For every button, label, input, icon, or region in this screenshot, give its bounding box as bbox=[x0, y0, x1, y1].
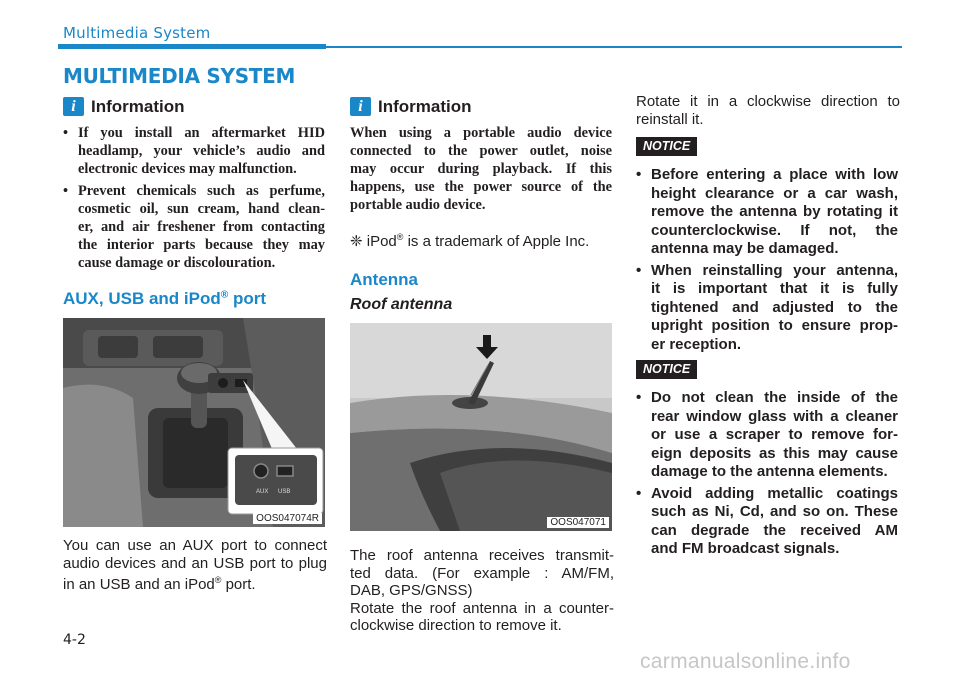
bullet-line: damage to the antenna elements. bbox=[651, 463, 888, 480]
bullet-line: Prevent chemicals such as perfume, bbox=[78, 183, 325, 199]
info-heading: Information bbox=[378, 97, 472, 116]
info-bullet bbox=[63, 124, 325, 178]
trademark-symbol: ❈ bbox=[350, 233, 363, 250]
registered-mark: ® bbox=[220, 289, 229, 301]
roof-antenna-illustration bbox=[350, 323, 612, 531]
info-line: portable audio device. bbox=[350, 197, 486, 213]
body-line: clockwise direction to remove it. bbox=[350, 617, 562, 634]
body-text: port. bbox=[221, 576, 256, 593]
info-paragraph bbox=[350, 124, 612, 214]
body-line: ted data. (For example : AM/FM, bbox=[350, 564, 614, 582]
trademark-text: iPod bbox=[362, 233, 397, 250]
bullet-line: eign deposits as this may cause bbox=[651, 444, 898, 462]
info-line: happens, use the power source of the bbox=[350, 179, 612, 195]
info-line: When using a portable audio device bbox=[350, 125, 612, 141]
body-line: audio devices and an USB port to plug bbox=[63, 554, 327, 572]
info-icon: i bbox=[63, 97, 84, 116]
bullet-line: antenna may be damaged. bbox=[651, 240, 839, 257]
notice-bullet-list bbox=[636, 166, 898, 354]
page-number: 4-2 bbox=[63, 632, 86, 648]
header-rule-thick bbox=[58, 44, 326, 49]
bullet-line: er reception. bbox=[651, 335, 742, 353]
bullet-line: Do not clean the inside of the bbox=[651, 389, 898, 406]
header-rule-thin bbox=[326, 46, 902, 48]
trademark-text: is a trademark of Apple Inc. bbox=[403, 233, 590, 250]
aux-usb-ipod-heading bbox=[63, 289, 266, 309]
info-line: connected to the power outlet, noise bbox=[350, 143, 612, 159]
bullet-line: Avoid adding metallic coatings bbox=[651, 484, 898, 502]
roof-antenna-heading: Roof antenna bbox=[350, 296, 453, 313]
console-illustration bbox=[63, 318, 325, 527]
info-icon: i bbox=[350, 97, 371, 116]
bullet-line: er, and air freshener from contacting bbox=[78, 219, 325, 235]
bullet-line: rear window glass with a cleaner bbox=[651, 407, 898, 425]
bullet-line: and FM broadcast signals. bbox=[651, 540, 840, 557]
image-caption: OOS047071 bbox=[547, 517, 609, 528]
heading-text: AUX, USB and iPod bbox=[63, 289, 221, 308]
notice-bullet-list bbox=[636, 389, 898, 559]
bullet-line: the interior parts because they may bbox=[78, 237, 325, 253]
bullet-line: upright position to ensure prop- bbox=[651, 317, 898, 334]
bullet-line: remove the antenna by rotating it bbox=[651, 203, 898, 220]
bullet-line: tightened and adjusted to the bbox=[651, 298, 898, 316]
notice-badge: NOTICE bbox=[636, 360, 697, 379]
body-line bbox=[63, 572, 327, 594]
reinstall-text bbox=[636, 93, 900, 128]
body-line: You can use an AUX port to connect bbox=[63, 537, 327, 554]
antenna-heading: Antenna bbox=[350, 270, 418, 289]
bullet-line: height clearance or a car wash, bbox=[651, 184, 898, 202]
notice-bullet bbox=[636, 166, 898, 259]
notice-bullet bbox=[636, 262, 898, 355]
bullet-line: Before entering a place with low bbox=[651, 166, 898, 183]
bullet-dot: • bbox=[636, 484, 642, 502]
image-caption: OOS047074R bbox=[253, 513, 322, 524]
info-bullet bbox=[63, 182, 325, 272]
inset-aux-label: AUX bbox=[256, 489, 269, 495]
bullet-line: cosmetic oil, sun cream, hand clean- bbox=[78, 201, 325, 217]
body-line: reinstall it. bbox=[636, 110, 704, 128]
header-section-label: Multimedia System bbox=[63, 24, 211, 42]
bullet-dot: • bbox=[63, 183, 69, 199]
page-title: MULTIMEDIA SYSTEM bbox=[63, 64, 296, 88]
trademark-note bbox=[350, 229, 589, 251]
info-heading: Information bbox=[91, 97, 185, 116]
registered-mark: ® bbox=[396, 232, 404, 242]
body-line: Rotate the roof antenna in a counter- bbox=[350, 599, 614, 617]
aux-body-text bbox=[63, 537, 327, 594]
bullet-line: When reinstalling your antenna, bbox=[651, 261, 898, 279]
bullet-line: can degrade the received AM bbox=[651, 521, 898, 539]
antenna-body-text bbox=[350, 547, 614, 635]
inset-usb-label: USB bbox=[278, 489, 291, 495]
body-line: DAB, GPS/GNSS) bbox=[350, 582, 473, 599]
notice-bullet bbox=[636, 389, 898, 482]
body-text: in an USB and an iPod bbox=[63, 576, 215, 593]
bullet-dot: • bbox=[63, 125, 69, 141]
console-photo bbox=[63, 318, 325, 527]
bullet-line: electronic devices may malfunction. bbox=[78, 161, 297, 177]
watermark: carmanualsonline.info bbox=[640, 650, 851, 673]
bullet-line: If you install an aftermarket HID bbox=[78, 125, 325, 141]
bullet-dot: • bbox=[636, 389, 642, 406]
bullet-line: or use a scraper to remove for- bbox=[651, 426, 898, 443]
bullet-line: such as Ni, Cd, and so on. These bbox=[651, 503, 898, 520]
bullet-line: counterclockwise. If not, the bbox=[651, 221, 898, 239]
notice-badge: NOTICE bbox=[636, 137, 697, 156]
body-line: The roof antenna receives transmit- bbox=[350, 547, 614, 564]
roof-antenna-photo bbox=[350, 323, 612, 531]
info-bullet-list bbox=[63, 124, 325, 272]
registered-mark: ® bbox=[214, 575, 222, 585]
heading-text: port bbox=[228, 289, 267, 308]
bullet-dot: • bbox=[636, 261, 642, 279]
body-line: Rotate it in a clockwise direction to bbox=[636, 93, 900, 110]
notice-bullet bbox=[636, 485, 898, 559]
info-line: may occur during playback. If this bbox=[350, 161, 612, 177]
bullet-line: headlamp, your vehicle’s audio and bbox=[78, 143, 325, 159]
bullet-line: cause damage or discolouration. bbox=[78, 255, 276, 271]
bullet-line: it is important that it is fully bbox=[651, 280, 898, 297]
bullet-dot: • bbox=[636, 166, 642, 183]
